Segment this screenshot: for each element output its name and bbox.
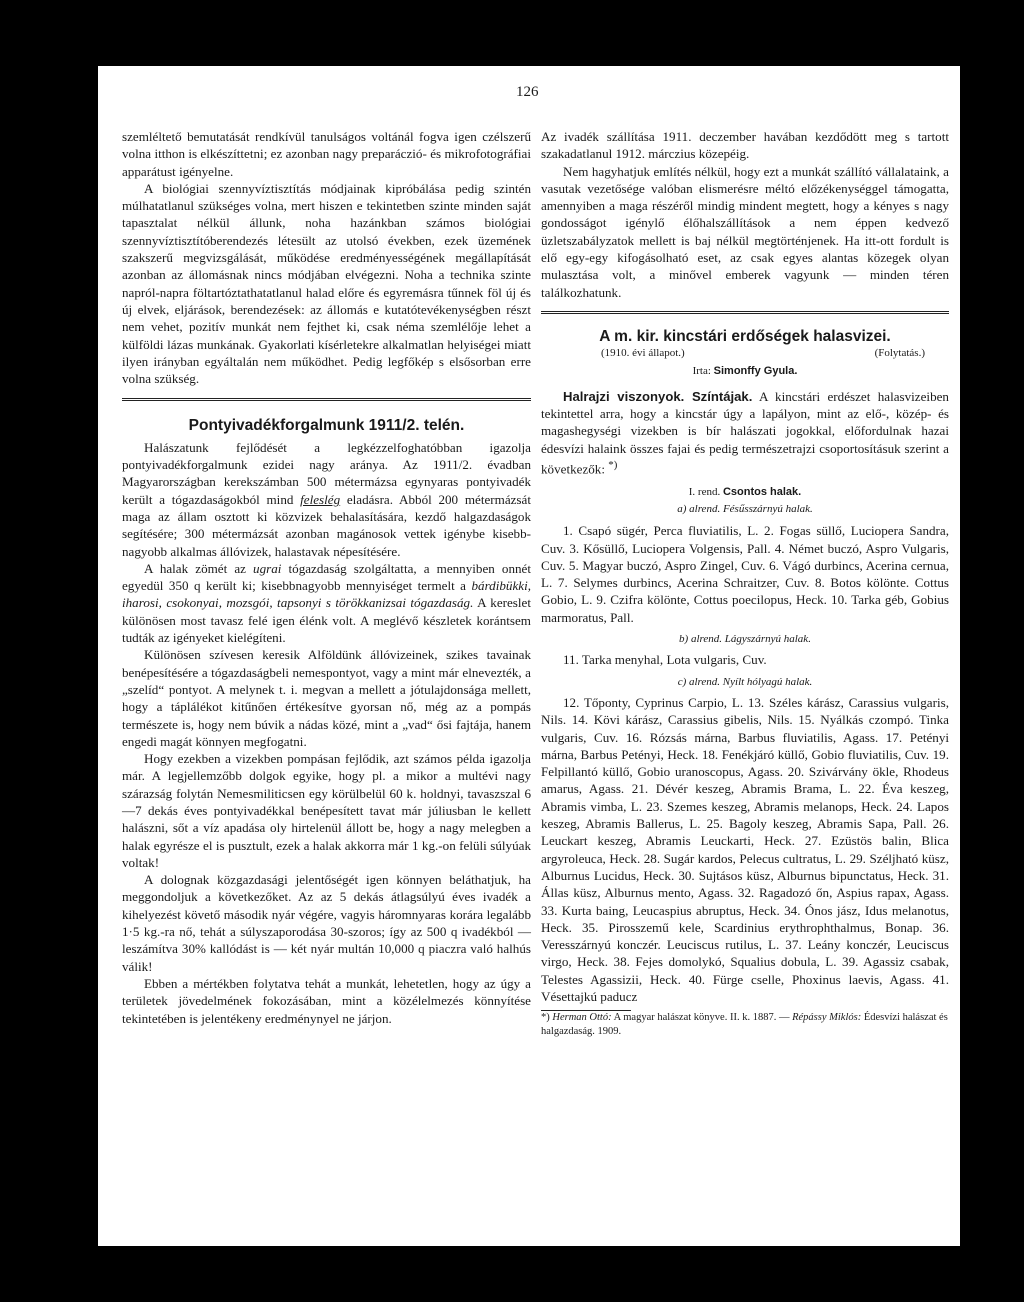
article-author: Irta: Simonffy Gyula. bbox=[692, 364, 798, 377]
right-column bbox=[541, 128, 949, 1038]
paragraph: Ebben a mértékben folytatva tehát a munkát, lehetetlen, hogy az úgy a területek jövedelmének fokozásában, mint a közélelmezés könnyítése tekintetében is jelentékeny eredménynyel ne járjon. bbox=[122, 975, 531, 1026]
paragraph: A dolognak közgazdasági jelentőségét igen könnyen beláthatjuk, ha meggondoljuk a következőket. Az az 5 dekás átlagsúlyú éves ivadék a kihelyezést követő második nyár végére, vagyis háromnyaras korára legalább 1·5 kg.-ra nő, tehát a súlyszaporodása 30-szoros; így az 500 q ivadékból — leszámítva 30% kallódást is — két nyár multán 10,000 q piaczra való halhús válik! bbox=[122, 872, 531, 974]
paragraph: Nem hagyhatjuk említés nélkül, hogy ezt a munkát szállító vállalataink, a vasutak vezetősége valóban elismerésre méltó előzékenységgel támogatta, amennyiben a maga részéről mindig mindent megtett, hogy a kényes s nagy gondosságot igénylő élőhalszállítások a nem éppen kedvező üzletszabályzatok mellett is baj nélkül megtörténjenek. Ha itt-ott fordult is elő egy-egy kifogásolható eset, az csak egyes alantas közegek olyan mulasztása volt, a minővel emberek vagyunk — minden téren találkozhatunk. bbox=[541, 163, 949, 300]
paragraph: Az ivadék szállítása 1911. deczember havában kezdődött meg s tartott szakadatlanul 1912. márczius közepéig. bbox=[541, 129, 949, 162]
page-number: 126 bbox=[516, 84, 539, 100]
suborder-heading: b) alrend. Lágyszárnyú halak. bbox=[679, 633, 811, 646]
paragraph: Halászatunk fejlődését a legkézzelfoghatóbban igazolja pontyivadékforgalmunk ezidei nagy aránya. Az 1911/2. évadban Magyarországban kerekszámban 500 métermázsa egynyaras pontyivadék került a tógazdaságokból mind feleslég eladásra. Abból 200 métermázsát maga az állam osztott ki közvizek behalasítására, kezdő halgazdaságok segítésére; 300 métermázsát azonban magánosok vettek igénybe kisebb-nagyobb alkalmas állóvizek, halastavak népesítésére. bbox=[122, 439, 531, 559]
footnote: *) Herman Ottó: A magyar halászat könyve. II. k. 1887. — Répássy Miklós: Édesvízi halászat és halgazdaság. 1909. bbox=[541, 1012, 948, 1037]
article-title: A m. kir. kincstári erdőségek halasvizei. bbox=[599, 327, 891, 345]
paragraph: Különösen szívesen keresik Alföldünk állóvizeinek, szikes tavainak benépesítésére a tógazdaságbeli nemespontyot, vagy a mint már elnevezték, a „szelíd“ pontyot. A melynek t. i. megvan a mellett a jótulajdonsága mellett, hogy a táplálékot kitűnően értékesítve gyorsan nő, még az a pompás természete is, hogy nem búvik a nádas közé, mint a „vad“ ősi fajtája, hanem engedi magát könnyen megfogatni. bbox=[122, 647, 531, 749]
suborder-heading: c) alrend. Nyílt hólyagú halak. bbox=[677, 675, 813, 688]
paragraph: Hogy ezekben a vizekben pompásan fejlődik, azt számos példa igazolja már. A legjellemzőbb dolgok egyike, hogy pl. a mikor a multévi nagy szárazság folytán Nemesmiliticsen egy körülbelül 60 k. holdnyi, tavaszszal 6—7 dekás éves pontyivadékkal benépesített tavat már júliusban le kellett halászni, sőt a víz apadása oly hirtelenül állott be, hogy a nagy melegben a halak egyrésze el is pusztult, ezek a halak akkorra már 1 kg.-on felüli súlyúak voltak! bbox=[122, 751, 531, 870]
paragraph: A halak zömét az ugrai tógazdaság szolgáltatta, a mennyiben onnét egyedül 350 q került ki; kisebbnagyobb mennyiséget termelt a bárdibükki, iharosi, csokonyai, mozsgói, tapsonyi s törökkanizsai tógazdaság. A kereslet különösen most tavasz felé igen élénk volt. A meglévő készletek korántsem tudták az igényeket kielégíteni. bbox=[122, 560, 531, 646]
paragraph: szemléltető bemutatását rendkívül tanulságos voltánál fogva igen czélszerű volna itthon is elkészíttetni; ez azonban nagy preparáczió- és mikrofotográfiai apparátust igényelne. bbox=[122, 129, 531, 179]
species-list: 11. Tarka menyhal, Lota vulgaris, Cuv. bbox=[563, 652, 767, 668]
order-heading: I. rend. Csontos halak. bbox=[688, 485, 802, 498]
article-subline bbox=[541, 345, 949, 362]
suborder-heading: a) alrend. Fésűsszárnyú halak. bbox=[677, 503, 813, 515]
paragraph: A biológiai szennyvíztisztítás módjainak kipróbálása pedig szintén múlhatatlanul szükséges volna, mert hiszen e tekintetben szinte minden saját tapasztalat nélkül állunk, noha hazánkban számos biológiai szennyvíztisztítóberendezés létesült az utolsó években, ezek üzemének szakszerű megvizsgálását, működése eredményességének megállapítását azonban az állomásnak nincs módjában elvégezni. Noha a technika szinte napról-napra föltartóztathatatlanul halad előre és egyremásra tűnnek föl új és új elvek, eljárások, berendezések: az állomás e kutatótevékenységben részt nem vehet, pozitív munkát nem fejthet ki, csak néma szemlélője lehet a külföldi lázas munkának. Gyakorlati kísérletekre alkalmatlan helyiségei miatt ilyen irányban egyáltalán nem működhet. Pedig legfőkép s elsősorban erre volna szükség. bbox=[122, 180, 531, 387]
paragraph: Halrajzi viszonyok. Színtájak. A kincstári erdészet halasvizeiben tekintettel arra, hogy a kincstár úgy a lapályon, mint az elő-, közép- és magashegységi vizekben is bír halászati jogokkal, előfordulnak hazai édesvízi halaink összes fajai és pedig természetrajzi csoportosításuk szerint a következők: *) bbox=[541, 388, 949, 477]
article-continuation: (Folytatás.) bbox=[874, 347, 925, 360]
section-heading: Pontyivadékforgalmunk 1911/2. telén. bbox=[188, 417, 465, 435]
book-page bbox=[98, 66, 960, 1246]
species-list: 1. Csapó sügér, Perca fluviatilis, L. 2. Fogas süllő, Luciopera Sandra, Cuv. 3. Kősüllő, Luciopera Volgensis, Pall. 4. Német buczó, Aspro Vulgaris, Cuv. 5. Magyar buczó, Aspro Zingel, Cuv. 6. Vágó durbincs, Acerina cernua, L. 7. Selymes durbincs, Acerina Schraitzer, Cuv. 8. Botos kölönte. Cottus Gobio, L. 9. Czifra kölönte, Cottus poecilopus, Heck. 10. Tarka géb, Gobius marmoratus, Pall. bbox=[541, 523, 949, 625]
article-year: (1910. évi állapot.) bbox=[601, 347, 685, 360]
left-column bbox=[122, 128, 531, 1027]
species-list: 12. Tőponty, Cyprinus Carpio, L. 13. Széles kárász, Carassius vulgaris, Nils. 14. Kövi kárász, Carassius gibelis, Nils. 15. Nyálkás czompó. Tinka vulgaris, Cuv. 16. Rózsás márna, Barbus fluviatilis, Agass. 17. Petényi márna, Barbus Petényi, Heck. 18. Fenékjáró küllő, Gobio fluviatilis, Cuv. 19. Felpillantó küllő, Gobio uranoscopus, Agass. 20. Szivárvány ökle, Rhodeus amarus, Agass. 21. Dévér keszeg, Abramis Brama, L. 22. Éva keszeg, Abramis vimba, L. 23. Szemes keszeg, Abramis melanops, Heck. 24. Lapos keszeg, Abramis Ballerus, L. 25. Bagoly keszeg, Abramis Sapa, Pall. 26. Leuckart keszeg, Abramis Leuckarti, Heck. 27. Ezüstös balin, Blica argyroleuca, Heck. 28. Sugár kardos, Pelecus cultratus, L. 29. Széljható küsz, Alburnus Lucidus, Heck. 30. Sujtásos küsz, Alburnus bipunctatus, Heck. 31. Állas küsz, Alburnus mento, Agass. 32. Ragadozó őn, Aspius rapax, Agass. 33. Kurta baing, Leucaspius abruptus, Heck. 34. Ónos jász, Idus melanotus, Heck. 35. Pirosszemű kele, Scardinius erythrophthalmus, Bonap. 36. Veresszárnyú konczér. Leuciscus rutilus, L. 37. Leány konczér, Leuciscus virgo, Heck. 38. Fejes domolykó, Squalius dobula, L. 39. Agassiz csabak, Telestes Agassizii, Heck. 40. Fürge cselle, Phoxinus laevis, Agass. 41. Vésettajkú paducz bbox=[541, 694, 949, 1005]
